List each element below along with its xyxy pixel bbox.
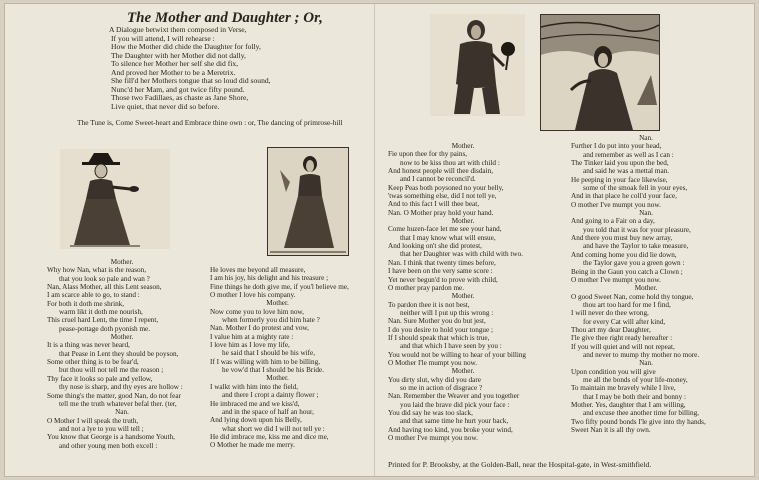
verse-line: that you look so pale and wan ? [59, 274, 150, 283]
verse-line: he said that I should be his wife, [222, 349, 316, 358]
woodcut-man-icon [430, 14, 525, 116]
speaker-heading: Mother. [451, 292, 475, 301]
verse-line: I have been on the very same score : [388, 267, 493, 276]
verse-line: If I should speak that which is true, [388, 333, 490, 342]
verse-line: O good Sweet Nan, come hold thy tongue, [571, 292, 694, 301]
verse-line: Sweet Nan it is all thy own. [571, 426, 651, 435]
verse-line: Mother. Yes, daughter that I am willing, [571, 401, 686, 409]
verse-line: Two fifty pound bonds I'le give into thy hands, [571, 417, 706, 426]
intro-line: Live quiet, that never did so before. [111, 101, 220, 111]
verse-line: The Tinker laid you upon the bed, [571, 159, 669, 168]
verse-line: and that which I have seen by you : [400, 342, 502, 351]
verse-line: Upon condition you will give [571, 367, 656, 376]
verse-line: the Taylor gave you a green gown : [583, 259, 685, 268]
verse-line: He peeping in your face likewise, [571, 175, 668, 184]
intro-line: Nunc'd her Mam, and got twice fifty pound. [111, 84, 245, 94]
verse-line: Further I do put into your head, [571, 142, 662, 151]
speaker-heading: Mother. [634, 284, 658, 293]
verse-line: O mother I've mumpt you now. [388, 434, 478, 443]
verse-line: If I was willing with him to be billing, [210, 357, 320, 366]
speaker-heading: Nan. [639, 209, 653, 218]
verse-line: Some thing's the matter, good Nan, do not fear [47, 391, 181, 400]
verse-line: If you will quiet and will not repeat, [571, 342, 675, 351]
verse-line: now to be kiss thou art with child : [400, 158, 500, 167]
verse-line: He loves me beyond all measure, [210, 266, 306, 274]
verse-line: You did say he was too slack, [388, 409, 473, 417]
verse-line: And in that place he coll'd your face, [571, 192, 677, 201]
verse-line: O mother I've mumpt you now. [571, 275, 661, 284]
verse-line: and remember as well as I can : [583, 150, 674, 159]
intro-line: To silence her Mother her self she did fix, [111, 59, 239, 69]
verse-line: that I may be both their and bonny : [583, 392, 686, 401]
verse-line: O mother I love his company. [210, 291, 296, 300]
verse-line: Yet never begun'd to prove with child, [388, 275, 498, 284]
verse-line: Nan. I think that twenty times before, [388, 258, 496, 267]
verse-line: He did imbrace me, kiss me and dice me, [210, 432, 329, 441]
intro-line: If you will attend, I will rehearse : [111, 33, 215, 43]
speaker-heading: Mother. [110, 333, 134, 342]
verse-line: and excuse thee another time for billing, [583, 409, 699, 418]
woodcut-woman-icon [540, 14, 660, 131]
verse-line: Being in the Gaun you catch a Clown ; [571, 267, 683, 276]
verse-line: but thou will not tell me the reason ; [59, 366, 164, 375]
verse-line: I value him at a mighty rate : [210, 332, 294, 341]
verse-line: And to this fact I will thee beat, [388, 200, 480, 209]
verse-line: that her Daughter was with child with two. [400, 250, 523, 259]
verse-line: Fine things he doth give me, if you'l believe me, [210, 282, 349, 291]
verse-line: Fie upon thee for thy pains, [388, 150, 468, 159]
verse-line: and other young men both excell : [59, 441, 158, 450]
intro-line: How the Mother did chide the Daughter for folly, [111, 42, 261, 52]
intro-line: Those two Fadillaes, as chaste as Jane Shore, [111, 93, 249, 103]
verse-line: Why how Nan, what is the reason, [47, 266, 147, 275]
verse-line: and there I cropt a dainty flower ; [222, 391, 319, 400]
broadside-sheet [4, 3, 755, 477]
verse-line: so me in action of disgrace ? [400, 383, 483, 392]
speaker-heading: Nan. [639, 134, 653, 142]
verse-line: And lying down upon his Belly, [210, 416, 302, 425]
verse-line: To pardon thee it is not best, [388, 300, 470, 309]
verse-line: for every Cat will after kind, [583, 317, 666, 326]
verse-line: For both it doth me shrink, [47, 299, 125, 308]
speaker-heading: Nan. [115, 408, 129, 417]
ballad-title: The Mother and Daughter ; Or, [127, 10, 323, 26]
verse-line: Nan. Remember the Weaver and you together [388, 392, 520, 401]
verse-line: Nan. Sure Mother you do but jest, [388, 317, 486, 326]
verse-line: You would not be willing to hear of your billing [388, 350, 527, 359]
fold-line [374, 4, 375, 477]
verse-line: neither will I put up this wrong : [400, 308, 494, 317]
verse-line: you laid the brave did pick your face : [400, 400, 510, 409]
verse-line: Thou art my dear Daughter, [571, 325, 651, 334]
speaker-heading: Mother. [451, 367, 475, 376]
woodcut-mother-icon [60, 149, 170, 249]
verse-line: And going to a Fair on a day, [571, 217, 655, 226]
verse-line: Come huzen-face let me see your hand, [388, 225, 502, 234]
woodcut-daughter-icon [267, 147, 349, 256]
verse-line: tell me the truth whatever befal ther. (ter, [59, 399, 177, 408]
verse-line: I will never do thee wrong, [571, 309, 649, 318]
verse-column-1 [47, 258, 197, 450]
verse-column-4 [571, 134, 721, 434]
verse-column-3 [388, 142, 538, 442]
verse-line: pease-pottage doth pyonish me. [59, 324, 151, 333]
speaker-heading: Mother. [451, 217, 475, 226]
speaker-heading: Mother. [451, 142, 475, 150]
verse-line: O mother pray pardon me. [388, 283, 465, 292]
verse-line: And having too kind, you broke your wind, [388, 425, 513, 434]
verse-line: Keep Peas both poysoned no your belly, [388, 183, 504, 192]
speaker-heading: Mother. [266, 374, 289, 383]
verse-line: and I cannot be reconcil'd. [400, 175, 476, 184]
intro-line: And proved her Mother to be a Meretrix. [111, 67, 236, 77]
verse-line: I do you desire to hold your tongue ; [388, 325, 494, 334]
tune-line: The Tune is, Come Sweet-heart and Embrace thine own : or, The dancing of primrose-hill [77, 118, 343, 127]
speaker-heading: Nan. [639, 359, 653, 368]
verse-line: some of the smoak fell in your eyes, [583, 184, 688, 193]
verse-line: me all the bonds of your life-money, [583, 375, 688, 384]
verse-line: This cruel hard Lent, the time I repent, [47, 316, 159, 325]
verse-line: O Mother I'le mumpt you now. [388, 358, 478, 367]
verse-line: and not a lye to you will tell ; [59, 424, 144, 433]
verse-line: thy nose is sharp, and thy eyes are hollow : [59, 383, 183, 392]
verse-line: and in the space of half an hour, [222, 407, 314, 416]
verse-line: You know that George is a handsome Youth, [47, 433, 175, 442]
verse-line: To maintain me bravely while I live, [571, 384, 676, 393]
verse-line: And honest people will thee disdain, [388, 167, 493, 176]
verse-line: O Mother he made me merry. [210, 441, 295, 450]
verse-line: I am his joy, his delight and his treasure ; [210, 274, 329, 283]
verse-line: I am scarce able to go, to stand : [47, 291, 140, 300]
verse-line: what short we did I will not tell ye : [222, 424, 325, 433]
verse-line: and have the Taylor to take measure, [583, 242, 689, 251]
verse-line: And coming home you did lie down, [571, 250, 677, 259]
verse-line: And there you must buy new array, [571, 234, 673, 243]
intro-line: A Dialogue betwixt them composed in Verse, [109, 25, 247, 34]
verse-line: that Pease in Lent they should be poyson, [59, 349, 179, 358]
verse-line: I love him as I love my life, [210, 341, 290, 350]
verse-line: warm likt it doth me nourish, [59, 308, 143, 317]
intro-line: She fill'd her Mothers tongue that so loud did sound, [111, 76, 271, 86]
verse-line: O Mother I will speak the truth, [47, 416, 139, 425]
verse-line: and never to mump thy mother no more. [583, 350, 700, 359]
verse-line: 'twas something else, did I not tell ye, [388, 192, 497, 201]
verse-line: He imbraced me and we kiss'd, [210, 399, 300, 408]
verse-line: Thy face it looks so pale and yellow, [47, 374, 153, 383]
verse-line: It is a thing was never heard, [47, 341, 130, 350]
verse-line: I walkt with him into the field, [210, 382, 299, 391]
verse-line: and that same time he hurt your back, [400, 417, 509, 426]
verse-line: you told that it was for your pleasure, [583, 225, 691, 234]
verse-line: And looking on't she did protest, [388, 242, 482, 251]
intro-line: The Daughter with her Mother did not dally, [111, 50, 246, 60]
verse-line: that I may know what will ensue, [400, 233, 496, 242]
printer-imprint: Printed for P. Brooksby, at the Golden-Ball, near the Hospital-gate, in West-smithfield. [388, 460, 652, 469]
verse-line: Some other thing is to be fear'd, [47, 358, 139, 367]
column-heading: Mother. [110, 258, 134, 266]
verse-line: Nan. Mother I do protest and vow, [210, 324, 309, 333]
verse-line: when formerly you did him hate ? [222, 316, 320, 325]
verse-line: and said he was a mettal man. [583, 167, 670, 176]
verse-line: I'le give thee right ready hereafter : [571, 334, 673, 343]
verse-line: thou art too hard for me I find, [583, 300, 671, 309]
verse-line: Nan. O Mother pray hold your hand. [388, 208, 494, 217]
intro-verse [109, 26, 271, 111]
verse-line: O mother I've mumpt you now. [571, 200, 661, 209]
verse-column-2 [210, 266, 349, 450]
verse-line: Nan, Alass Mother, all this Lent season, [47, 283, 162, 292]
verse-line: You dirty slut, why did you dare [388, 375, 481, 384]
verse-line: he vow'd that I should be his Bride. [222, 366, 324, 375]
verse-line: Now come you to love him now, [210, 307, 304, 316]
speaker-heading: Mother. [266, 299, 289, 308]
